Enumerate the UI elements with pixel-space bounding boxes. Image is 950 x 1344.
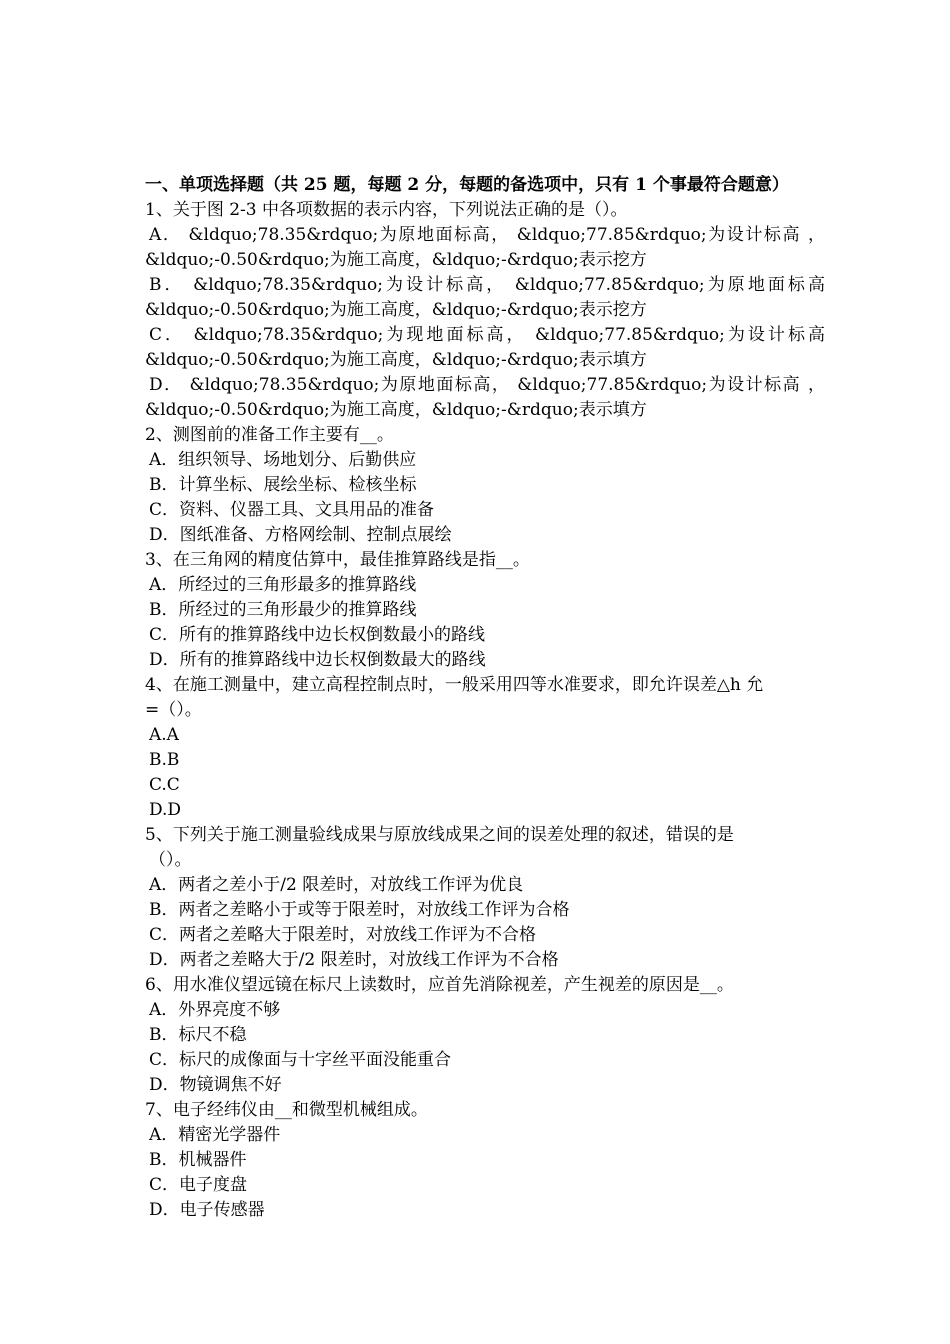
option-d-line-2: &ldquo;-0.50&rdquo;为施工高度，&ldquo;-&rdquo;表示填方: [145, 400, 647, 420]
option-a: A．外界亮度不够: [149, 1000, 281, 1020]
option-c: C．两者之差略大于限差时，对放线工作评为不合格: [149, 925, 537, 945]
question-stem-line-1: 5、下列关于施工测量验线成果与原放线成果之间的误差处理的叙述，错误的是: [145, 825, 734, 845]
option-d: D.D: [149, 800, 182, 820]
option-c-line-2: &ldquo;-0.50&rdquo;为施工高度，&ldquo;-&rdquo;表示填方: [145, 350, 647, 370]
option-a: A．两者之差小于/2 限差时，对放线工作评为优良: [149, 875, 524, 895]
option-b: B．所经过的三角形最少的推算路线: [149, 600, 417, 620]
option-a: A．组织领导、场地划分、后勤供应: [149, 450, 417, 470]
option-b: B．两者之差略小于或等于限差时，对放线工作评为合格: [149, 900, 570, 920]
option-a: A.A: [149, 725, 179, 745]
option-c: C．标尺的成像面与十字丝平面没能重合: [149, 1050, 452, 1070]
document-page: [145, 173, 825, 1223]
question-stem-line-2: =（）。: [145, 700, 202, 720]
option-b: B.B: [149, 750, 180, 770]
question-stem: 6、用水准仪望远镜在标尺上读数时，应首先消除视差，产生视差的原因是__。: [145, 975, 734, 995]
question-6: [145, 973, 825, 1098]
option-d: D．两者之差略大于/2 限差时，对放线工作评为不合格: [149, 950, 559, 970]
option-c: C．资料、仪器工具、文具用品的准备: [149, 500, 435, 520]
option-d: D．物镜调焦不好: [149, 1075, 282, 1095]
question-7: [145, 1098, 825, 1223]
question-stem: 7、电子经纬仪由__和微型机械组成。: [145, 1100, 428, 1120]
option-a-line-1: A． &ldquo;78.35&rdquo;为原地面标高， &ldquo;77.85&rdquo;为设计标高 ，: [149, 225, 825, 245]
question-2: [145, 423, 825, 548]
option-c: C.C: [149, 775, 180, 795]
question-stem: 2、测图前的准备工作主要有__。: [145, 425, 394, 445]
option-c: C．所有的推算路线中边长权倒数最小的路线: [149, 625, 486, 645]
option-b: B．计算坐标、展绘坐标、检核坐标: [149, 475, 417, 495]
question-5: [145, 823, 825, 973]
option-a: A．所经过的三角形最多的推算路线: [149, 575, 417, 595]
option-d-line-1: D． &ldquo;78.35&rdquo;为原地面标高， &ldquo;77.85&rdquo;为设计标高 ，: [149, 375, 825, 395]
option-d: D．图纸准备、方格网绘制、控制点展绘: [149, 525, 452, 545]
option-c-line-1: C． &ldquo;78.35&rdquo;为现地面标高， &ldquo;77.85&rdquo;为设计标高: [149, 325, 825, 345]
option-a: A．精密光学器件: [149, 1125, 281, 1145]
question-stem: 3、在三角网的精度估算中，最佳推算路线是指__。: [145, 550, 530, 570]
option-c: C．电子度盘: [149, 1175, 248, 1195]
question-1: [145, 198, 825, 423]
question-3: [145, 548, 825, 673]
section-title: 一、单项选择题（共 25 题，每题 2 分，每题的备选项中，只有 1 个事最符合题意）: [145, 175, 789, 195]
option-d: D．电子传感器: [149, 1200, 265, 1220]
question-4: [145, 673, 825, 823]
question-stem-line-2: （）。: [149, 850, 192, 870]
option-d: D．所有的推算路线中边长权倒数最大的路线: [149, 650, 486, 670]
option-b-line-2: &ldquo;-0.50&rdquo;为施工高度，&ldquo;-&rdquo;表示挖方: [145, 300, 647, 320]
question-stem: 1、关于图 2-3 中各项数据的表示内容，下列说法正确的是（）。: [145, 200, 628, 220]
option-b-line-1: B． &ldquo;78.35&rdquo;为设计标高， &ldquo;77.85&rdquo;为原地面标高: [149, 275, 825, 295]
option-b: B．机械器件: [149, 1150, 247, 1170]
option-b: B．标尺不稳: [149, 1025, 247, 1045]
option-a-line-2: &ldquo;-0.50&rdquo;为施工高度，&ldquo;-&rdquo;表示挖方: [145, 250, 647, 270]
question-stem-line-1: 4、在施工测量中，建立高程控制点时，一般采用四等水准要求，即允许误差△h 允: [145, 675, 764, 695]
